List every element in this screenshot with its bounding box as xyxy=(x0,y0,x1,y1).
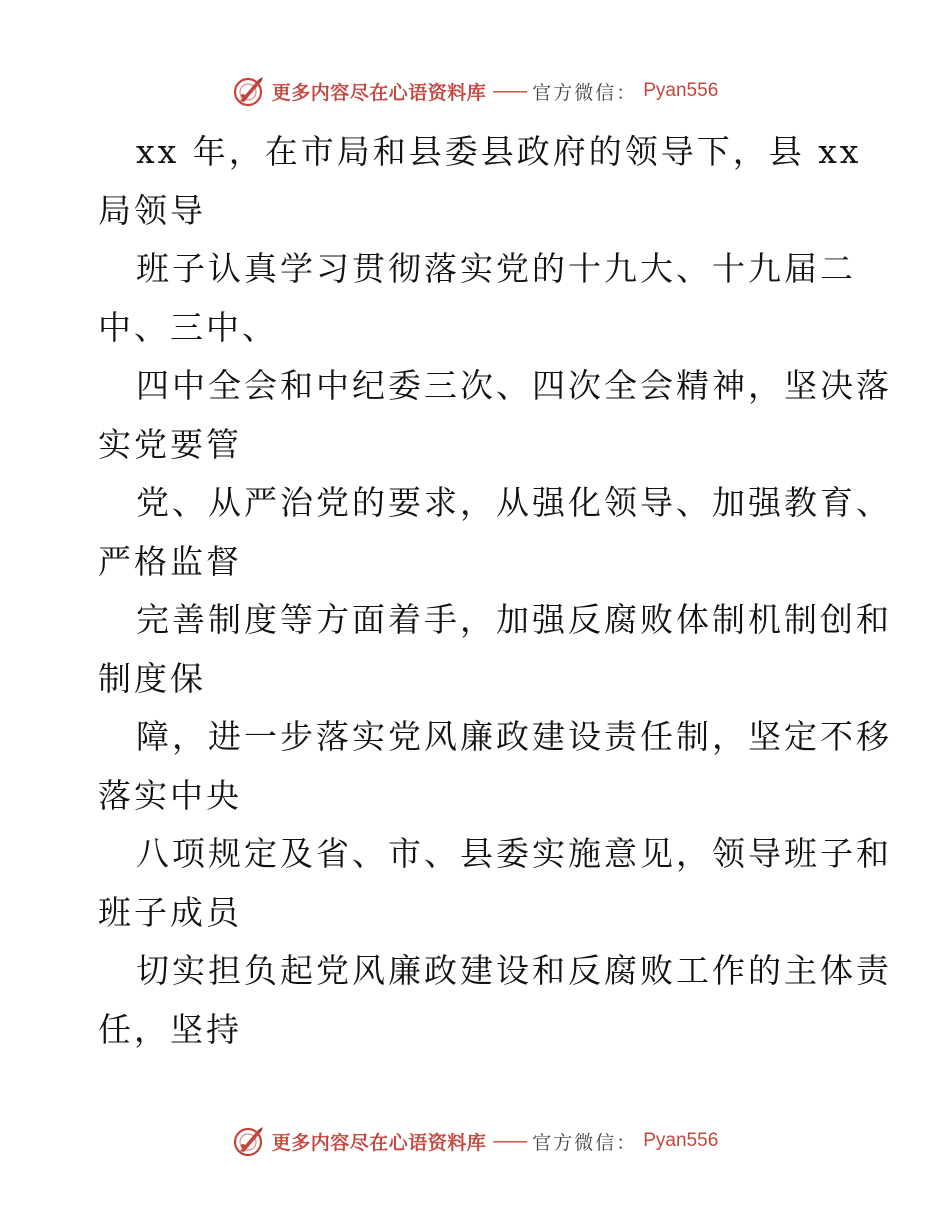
banner-wechat-label: 官方微信： xyxy=(532,1131,638,1154)
body-line: 班子认真学习贯彻落实党的十九大、十九届二 xyxy=(136,249,856,288)
document-body xyxy=(98,123,892,1059)
banner-dash: —— xyxy=(492,1130,527,1152)
body-line: 班子成员 xyxy=(98,892,242,932)
body-line: 党、从严治党的要求，从强化领导、加强教育、 xyxy=(136,483,892,522)
banner-main-text: 更多内容尽在心语资料库 xyxy=(271,1131,487,1154)
body-line: 障，进一步落实党风廉政建设责任制，坚定不移 xyxy=(136,717,892,756)
body-line: 切实担负起党风廉政建设和反腐败工作的主体责 xyxy=(136,951,892,990)
body-line: xx 年，在市局和县委县政府的领导下，县 xx xyxy=(136,132,862,171)
body-line: 落实中央 xyxy=(98,775,242,815)
body-line: 局领导 xyxy=(98,190,206,230)
banner-wechat-id: Pyan556 xyxy=(643,1130,719,1151)
quill-pen-logo-icon xyxy=(232,1124,266,1158)
footer-banner xyxy=(0,1124,950,1158)
body-line: 八项规定及省、市、县委实施意见，领导班子和 xyxy=(136,834,892,873)
body-line: 任，坚持 xyxy=(98,1009,242,1049)
body-line: 四中全会和中纪委三次、四次全会精神，坚决落 xyxy=(136,366,892,405)
banner-wechat-label: 官方微信： xyxy=(532,81,638,104)
banner-main-text: 更多内容尽在心语资料库 xyxy=(271,81,487,104)
body-line: 中、三中、 xyxy=(98,307,278,347)
header-banner xyxy=(0,74,950,108)
banner-wechat-id: Pyan556 xyxy=(643,80,719,101)
body-line: 实党要管 xyxy=(98,424,242,464)
body-line: 严格监督 xyxy=(98,541,242,581)
body-line: 完善制度等方面着手，加强反腐败体制机制创和 xyxy=(136,600,892,639)
banner-dash: —— xyxy=(492,80,527,102)
quill-pen-logo-icon xyxy=(232,74,266,108)
body-line: 制度保 xyxy=(98,658,206,698)
